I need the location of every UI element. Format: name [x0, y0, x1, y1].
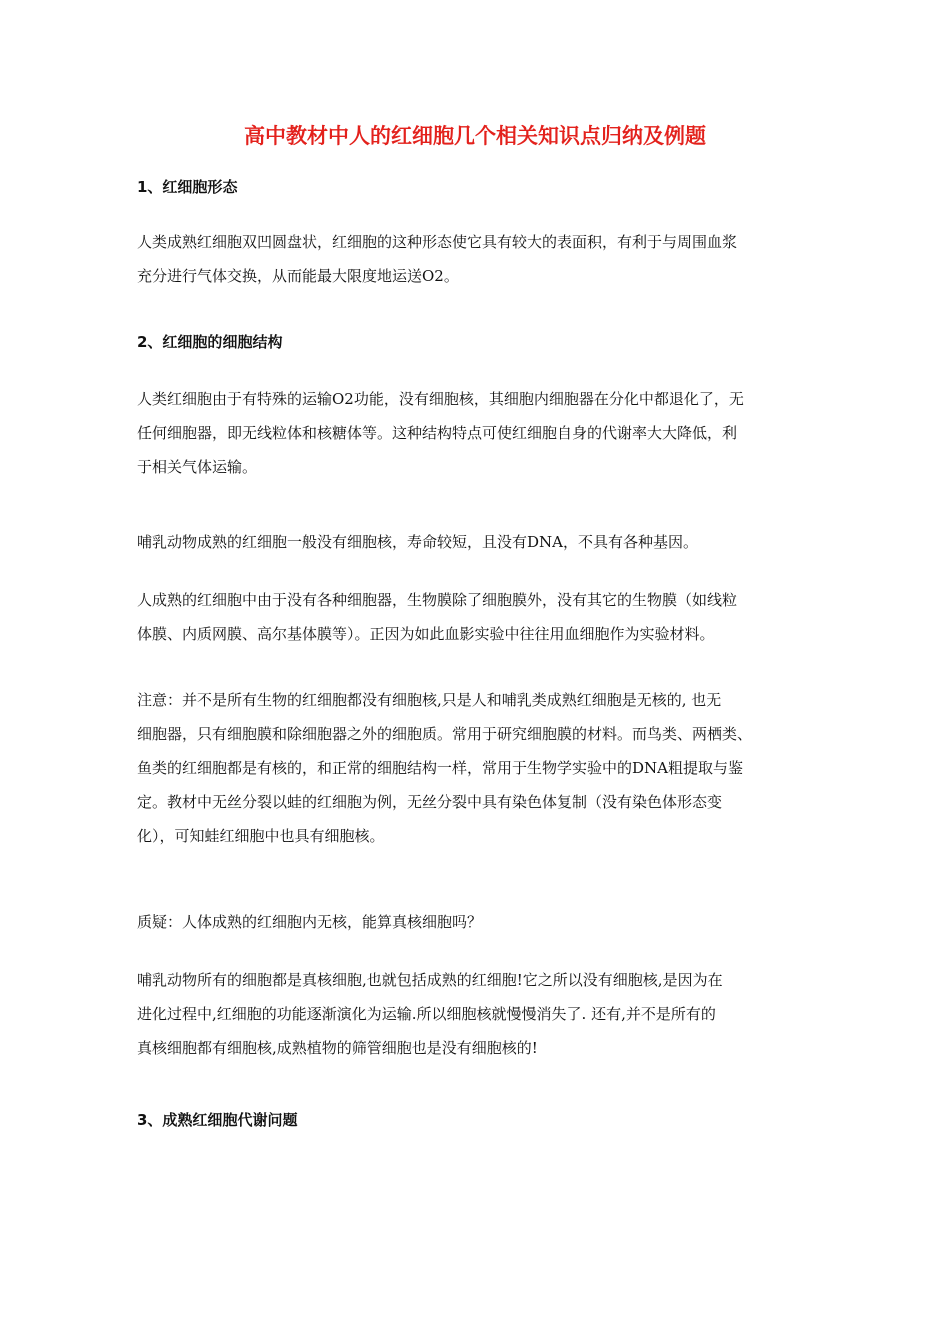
note-paragraph [137, 683, 817, 853]
paragraph [137, 963, 817, 1065]
paragraph [137, 225, 817, 293]
paragraph-line: 于相关气体运输。 [137, 458, 258, 476]
paragraph-line: 人类成熟红细胞双凹圆盘状，红细胞的这种形态使它具有较大的表面积，有利于与周围血浆 [137, 233, 738, 251]
paragraph-line: 质疑：人体成熟的红细胞内无核，能算真核细胞吗？ [137, 913, 483, 931]
paragraph-line: 哺乳动物所有的细胞都是真核细胞,也就包括成熟的红细胞!它之所以没有细胞核,是因为在 [137, 971, 723, 989]
paragraph-line: 定。教材中无丝分裂以蛙的红细胞为例，无丝分裂中具有染色体复制（没有染色体形态变 [137, 793, 723, 811]
paragraph-line: 人成熟的红细胞中由于没有各种细胞器，生物膜除了细胞膜外，没有其它的生物膜（如线粒 [137, 591, 738, 609]
paragraph-line: 进化过程中,红细胞的功能逐渐演化为运输.所以细胞核就慢慢消失了. 还有,并不是所有的 [137, 1005, 716, 1023]
section-heading-1: 1、红细胞形态 [137, 178, 238, 196]
paragraph-line: 真核细胞都有细胞核,成熟植物的筛管细胞也是没有细胞核的! [137, 1039, 538, 1057]
paragraph-line: 哺乳动物成熟的红细胞一般没有细胞核，寿命较短，且没有DNA，不具有各种基因。 [137, 533, 698, 551]
paragraph-line: 充分进行气体交换，从而能最大限度地运送O2。 [137, 267, 459, 285]
paragraph-line: 细胞器，只有细胞膜和除细胞器之外的细胞质。常用于研究细胞膜的材料。而鸟类、两栖类、 [137, 725, 753, 743]
paragraph [137, 382, 817, 484]
paragraph-line: 体膜、内质网膜、高尔基体膜等）。正因为如此血影实验中往往用血细胞作为实验材料。 [137, 625, 715, 643]
question-paragraph [137, 905, 817, 939]
paragraph-line: 任何细胞器，即无线粒体和核糖体等。这种结构特点可使红细胞自身的代谢率大大降低，利 [137, 424, 738, 442]
paragraph-line: 化），可知蛙红细胞中也具有细胞核。 [137, 827, 385, 845]
paragraph-line: 注意：并不是所有生物的红细胞都没有细胞核,只是人和哺乳类成熟红细胞是无核的, 也无 [137, 691, 722, 709]
document-title: 高中教材中人的红细胞几个相关知识点归纳及例题 [244, 124, 706, 148]
section-heading-3: 3、成熟红细胞代谢问题 [137, 1111, 298, 1129]
paragraph [137, 583, 817, 651]
section-heading-2: 2、红细胞的细胞结构 [137, 333, 283, 351]
paragraph [137, 525, 817, 559]
paragraph-line: 人类红细胞由于有特殊的运输O2功能，没有细胞核，其细胞内细胞器在分化中都退化了，无 [137, 390, 744, 408]
paragraph-line: 鱼类的红细胞都是有核的，和正常的细胞结构一样，常用于生物学实验中的DNA粗提取与鉴 [137, 759, 743, 777]
